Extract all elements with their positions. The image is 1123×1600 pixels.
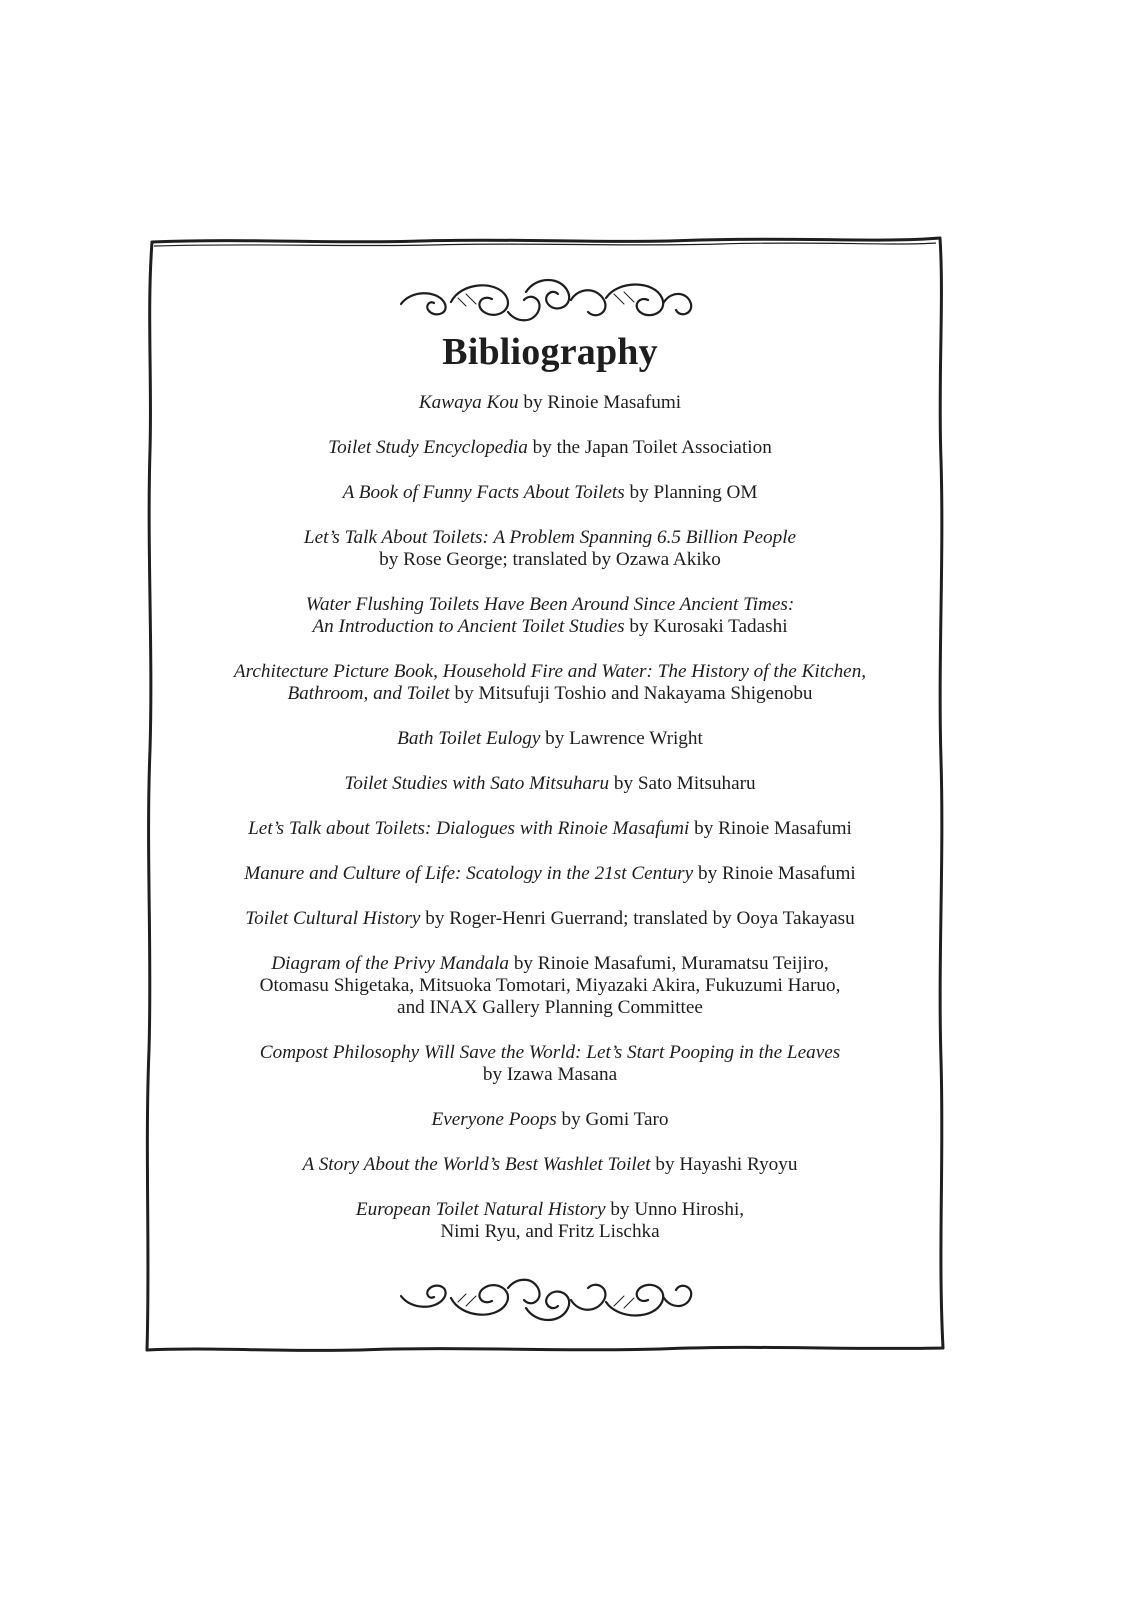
entry-title: Bath Toilet Eulogy	[397, 728, 541, 749]
bibliography-entry	[150, 953, 950, 1019]
entry-line	[150, 1064, 950, 1086]
entry-line	[150, 1154, 950, 1176]
entry-line	[150, 683, 950, 705]
bibliography-entry	[150, 1109, 950, 1131]
ornament-swirl-right	[664, 1286, 691, 1306]
entry-line	[150, 482, 950, 504]
entry-line	[150, 818, 950, 840]
ornament-center	[526, 280, 569, 308]
entry-author: by Unno Hiroshi,	[605, 1199, 745, 1220]
entry-line	[150, 1221, 950, 1243]
page-title: Bibliography	[442, 331, 658, 373]
entry-line	[150, 953, 950, 975]
entry-author: by Sato Mitsuharu	[609, 773, 756, 794]
entry-author: by Rinoie Masafumi	[693, 863, 856, 884]
entry-line	[150, 1042, 950, 1064]
entry-title: A Book of Funny Facts About Toilets	[342, 482, 625, 503]
entry-line	[150, 773, 950, 795]
entry-author: by Izawa Masana	[482, 1064, 618, 1085]
entry-line	[150, 616, 950, 638]
entry-title: Architecture Picture Book, Household Fire and Water: The History of the Kitchen,	[233, 661, 867, 682]
entry-author: by Rinoie Masafumi	[518, 392, 682, 413]
bibliography-entry	[150, 527, 950, 571]
entry-title: Let’s Talk about Toilets: Dialogues with Rinoie Masafumi	[248, 818, 690, 839]
entry-line	[150, 549, 950, 571]
entry-title: Compost Philosophy Will Save the World: Let’s Start Pooping in the Leaves	[259, 1042, 841, 1063]
ornament-swirl-left	[401, 293, 446, 314]
entry-author: by Rinoie Masafumi, Muramatsu Teijiro,	[509, 953, 829, 974]
entry-title: Water Flushing Toilets Have Been Around Since Ancient Times:	[305, 594, 795, 615]
entry-title: Manure and Culture of Life: Scatology in the 21st Century	[244, 863, 694, 884]
entry-author: Otomasu Shigetaka, Mitsuoka Tomotari, Miyazaki Akira, Fukuzumi Haruo,	[259, 975, 841, 996]
entry-line	[150, 975, 950, 997]
ornament-wave-left	[508, 297, 540, 320]
bibliography-entry	[150, 728, 950, 750]
entry-title: Let’s Talk About Toilets: A Problem Spanning 6.5 Billion People	[303, 527, 797, 548]
entry-line	[150, 997, 950, 1019]
entry-title: Kawaya Kou	[418, 392, 519, 413]
entry-line	[150, 1199, 950, 1221]
ornament-swirl-right	[664, 294, 691, 314]
entry-author: by Roger-Henri Guerrand; translated by Ooya Takayasu	[420, 908, 855, 929]
frame-border-inner	[154, 243, 936, 246]
bibliography-entry	[150, 437, 950, 459]
entry-line	[150, 527, 950, 549]
bibliography-entry	[150, 661, 950, 705]
bibliography-entry	[150, 594, 950, 638]
entry-title: A Story About the World’s Best Washlet Toilet	[302, 1154, 651, 1175]
ornament-swirl-left	[401, 1286, 446, 1307]
entry-title: Toilet Cultural History	[245, 908, 421, 929]
bibliography-entry	[150, 818, 950, 840]
entry-author: by Gomi Taro	[556, 1109, 669, 1130]
bottom-scroll-ornament	[396, 1268, 696, 1328]
entry-author: by Rose George; translated by Ozawa Akiko	[379, 549, 721, 570]
entry-author: by Hayashi Ryoyu	[650, 1154, 798, 1175]
entry-line	[150, 661, 950, 683]
ornament-wave-right	[571, 1285, 605, 1310]
bibliography-entry	[150, 1199, 950, 1243]
ornament-wave-right	[571, 290, 605, 315]
entry-title: Toilet Studies with Sato Mitsuharu	[344, 773, 610, 794]
entry-author: by Planning OM	[624, 482, 758, 503]
entry-author: by Rinoie Masafumi	[689, 818, 852, 839]
entry-line	[150, 908, 950, 930]
ornament-wave-left	[508, 1280, 540, 1303]
bibliography-entry	[150, 392, 950, 414]
entry-line	[150, 392, 950, 414]
bibliography-entry	[150, 773, 950, 795]
entry-title: Everyone Poops	[431, 1109, 557, 1130]
entry-author: by the Japan Toilet Association	[527, 437, 772, 458]
entry-author: by Mitsufuji Toshio and Nakayama Shigenobu	[449, 683, 813, 704]
entry-line	[150, 437, 950, 459]
entry-title: Toilet Study Encyclopedia	[328, 437, 528, 458]
entry-author: by Lawrence Wright	[540, 728, 703, 749]
entry-title: Diagram of the Privy Mandala	[271, 953, 510, 974]
entry-line	[150, 594, 950, 616]
bibliography-entry	[150, 1042, 950, 1086]
ornament-swirl-right-2	[606, 285, 663, 316]
bibliography-entry	[150, 908, 950, 930]
bibliography-list	[150, 392, 950, 1266]
top-scroll-ornament	[396, 272, 696, 332]
entry-title: Bathroom, and Toilet	[287, 683, 450, 704]
entry-author: by Kurosaki Tadashi	[624, 616, 788, 637]
ornament-swirl-right-2	[606, 1285, 663, 1316]
entry-author: and INAX Gallery Planning Committee	[397, 997, 703, 1018]
entry-title: European Toilet Natural History	[355, 1199, 606, 1220]
entry-title: An Introduction to Ancient Toilet Studies	[312, 616, 625, 637]
entry-author: Nimi Ryu, and Fritz Lischka	[440, 1221, 660, 1242]
entry-line	[150, 728, 950, 750]
ornament-center	[526, 1292, 569, 1320]
entry-line	[150, 1109, 950, 1131]
bibliography-entry	[150, 482, 950, 504]
bibliography-entry	[150, 1154, 950, 1176]
entry-line	[150, 863, 950, 885]
bibliography-entry	[150, 863, 950, 885]
